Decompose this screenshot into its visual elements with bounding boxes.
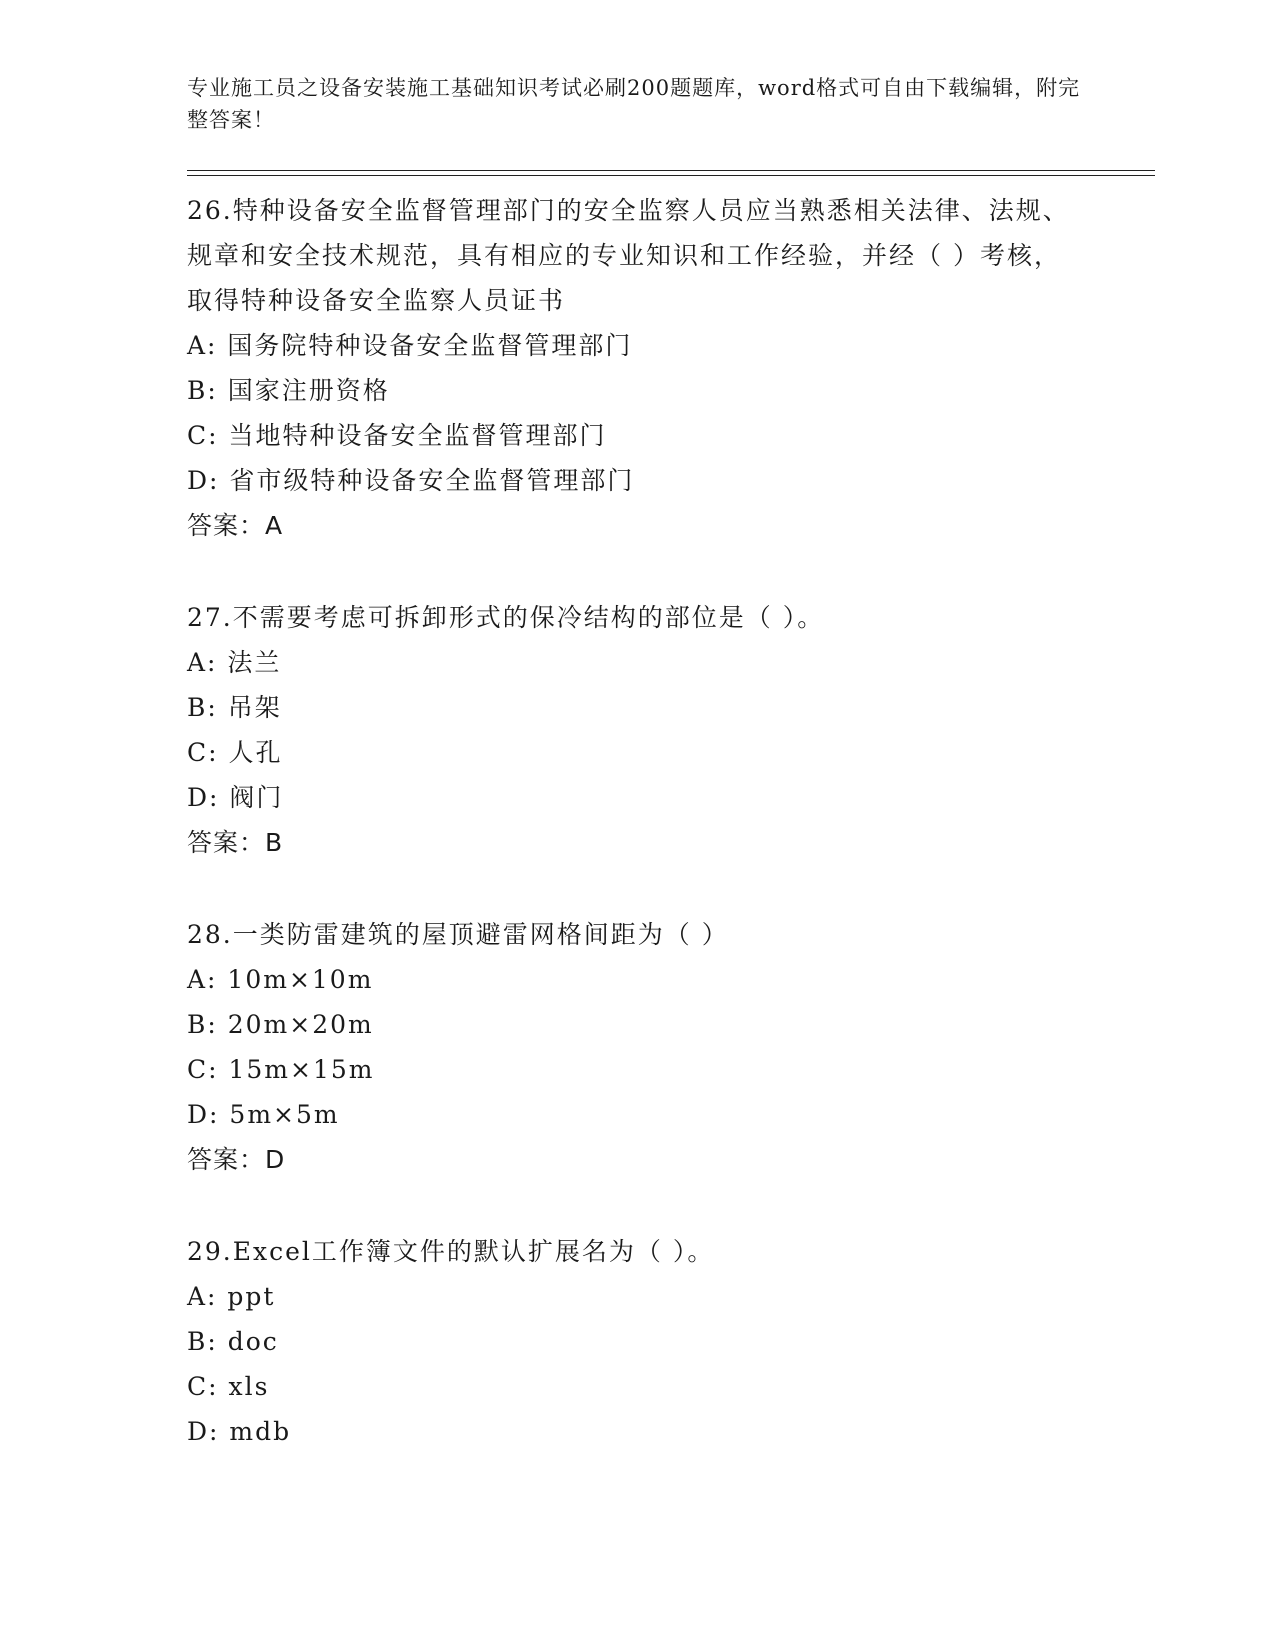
option-b: B: 国家注册资格 xyxy=(187,376,390,405)
option-d: D: 省市级特种设备安全监督管理部门 xyxy=(187,466,635,495)
option-d: D: 阀门 xyxy=(187,783,284,812)
option-a: A: 法兰 xyxy=(187,648,282,677)
question-26 xyxy=(187,188,1087,548)
question-stem: 28.一类防雷建筑的屋顶避雷网格间距为（ ） xyxy=(187,920,729,949)
option-b: B: doc xyxy=(187,1327,279,1356)
option-a: A: 国务院特种设备安全监督管理部门 xyxy=(187,331,633,360)
option-c: C: 当地特种设备安全监督管理部门 xyxy=(187,421,607,450)
question-29 xyxy=(187,1229,1087,1454)
option-b: B: 20m×20m xyxy=(187,1010,374,1039)
answer: 答案：B xyxy=(187,828,284,857)
option-c: C: 人孔 xyxy=(187,738,283,767)
option-c: C: xls xyxy=(187,1372,270,1401)
option-a: A: 10m×10m xyxy=(187,965,374,994)
option-a: A: ppt xyxy=(187,1282,276,1311)
answer: 答案：D xyxy=(187,1145,286,1174)
option-c: C: 15m×15m xyxy=(187,1055,375,1084)
header-text: 专业施工员之设备安装施工基础知识考试必刷200题题库，word格式可自由下载编辑，附完整答案！ xyxy=(187,76,1081,132)
header-rule-top xyxy=(187,170,1155,171)
page-header xyxy=(187,72,1087,136)
question-stem: 26.特种设备安全监督管理部门的安全监察人员应当熟悉相关法律、法规、规章和安全技术规范，具有相应的专业知识和工作经验，并经（ ）考核，取得特种设备安全监察人员证书 xyxy=(187,196,1070,315)
option-d: D: mdb xyxy=(187,1417,292,1446)
question-28 xyxy=(187,912,1087,1182)
option-b: B: 吊架 xyxy=(187,693,282,722)
question-27 xyxy=(187,595,1087,865)
option-d: D: 5m×5m xyxy=(187,1100,340,1129)
question-stem: 27.不需要考虑可拆卸形式的保冷结构的部位是（ ）。 xyxy=(187,603,825,632)
header-rule-bottom xyxy=(187,175,1155,176)
question-stem: 29.Excel工作簿文件的默认扩展名为（ ）。 xyxy=(187,1237,715,1266)
question-list xyxy=(187,188,1087,1501)
answer: 答案：A xyxy=(187,511,284,540)
